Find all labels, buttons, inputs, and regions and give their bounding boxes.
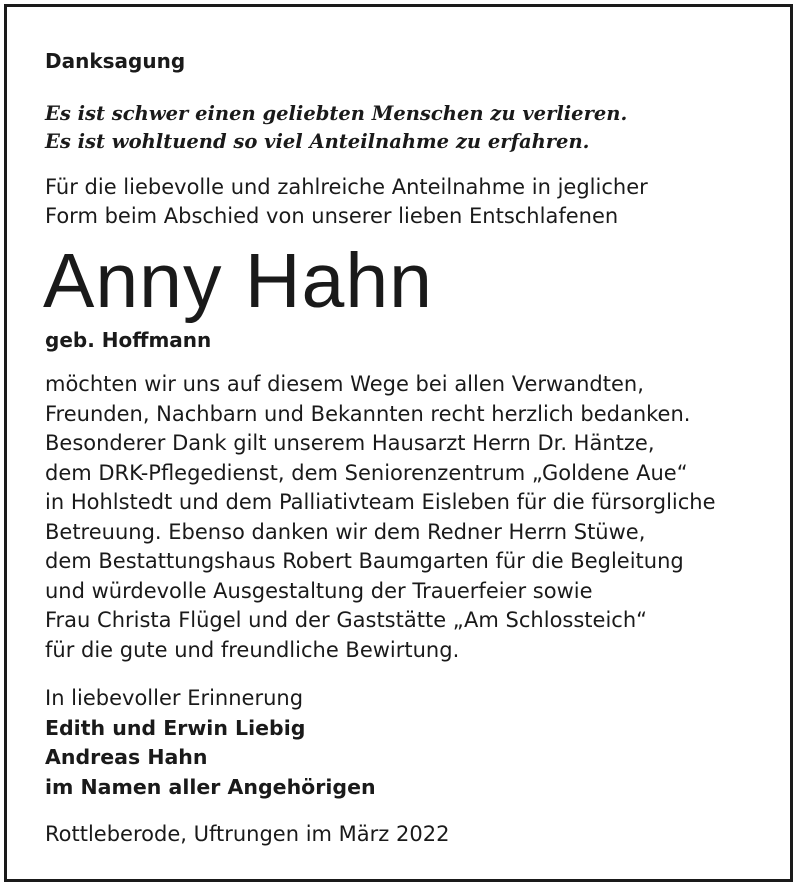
body-line: Freunden, Nachbarn und Bekannten recht herzlich bedanken. (45, 401, 691, 426)
motto (45, 100, 627, 156)
intro-text (45, 173, 648, 231)
notice-heading: Danksagung (45, 49, 186, 73)
motto-line: Es ist wohltuend so viel Anteilnahme zu erfahren. (45, 130, 590, 153)
body-line: in Hohlstedt und dem Palliativteam Eisleben für die fürsorgliche (45, 490, 716, 514)
intro-line: Für die liebevolle und zahlreiche Anteilnahme in jeglicher (45, 175, 648, 199)
closing-phrase: In liebevoller Erinnerung (45, 686, 304, 710)
body-line: dem Bestattungshaus Robert Baumgarten für die Begleitung (45, 549, 684, 573)
signers (45, 714, 376, 803)
body-line: dem DRK-Pflegedienst, dem Seniorenzentrum „Goldene Aue“ (45, 460, 688, 485)
signer: im Namen aller Angehörigen (45, 774, 376, 799)
body-line: möchten wir uns auf diesem Wege bei allen Verwandten, (45, 372, 644, 396)
closing-block (45, 684, 376, 802)
thanks-body (45, 370, 716, 665)
place-date: Rottleberode, Uftrungen im März 2022 (45, 822, 450, 846)
body-line: für die gute und freundliche Bewirtung. (45, 637, 460, 662)
signer: Andreas Hahn (45, 745, 208, 769)
body-line: Frau Christa Flügel und der Gaststätte „Am Schlossteich“ (45, 608, 648, 632)
signer: Edith und Erwin Liebig (45, 715, 306, 740)
body-line: Betreuung. Ebenso danken wir dem Redner Herrn Stüwe, (45, 519, 646, 544)
intro-line: Form beim Abschied von unserer lieben Entschlafenen (45, 204, 619, 228)
body-line: und würdevolle Ausgestaltung der Trauerfeier sowie (45, 578, 593, 603)
body-line: Besonderer Dank gilt unserem Hausarzt Herrn Dr. Häntze, (45, 431, 655, 455)
maiden-name: geb. Hoffmann (45, 328, 212, 352)
motto-line: Es ist schwer einen geliebten Menschen zu verlieren. (45, 102, 628, 125)
deceased-name: Anny Hahn (43, 238, 433, 324)
